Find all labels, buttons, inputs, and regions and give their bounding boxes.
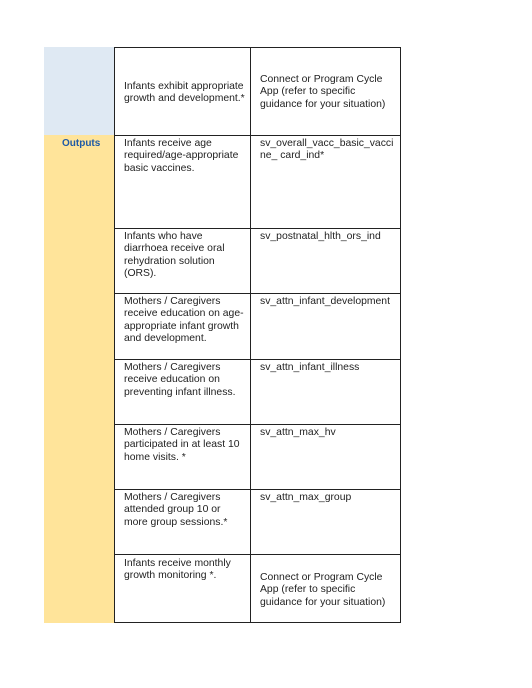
variable-text: sv_attn_max_group — [260, 492, 352, 503]
indicator-text: Infants exhibit appropriate growth and development.* — [124, 81, 245, 105]
variable-text: sv_overall_vacc_basic_vaccine_ card_ind* — [260, 138, 394, 162]
variable-cell — [250, 293, 401, 360]
variable-cell — [250, 554, 401, 623]
indicator-text: Infants receive monthly growth monitoring *. — [124, 558, 231, 582]
variable-cell — [250, 359, 401, 425]
variable-text: sv_postnatal_hlth_ors_ind — [260, 231, 381, 242]
variable-text: sv_attn_infant_illness — [260, 362, 360, 373]
section-label-outputs: Outputs — [62, 138, 101, 149]
variable-cell — [250, 228, 401, 294]
indicator-cell — [114, 47, 251, 136]
indicator-text: Infants receive age required/age-appropriate basic vaccines. — [124, 138, 239, 174]
indicator-text: Mothers / Caregivers receive education on preventing infant illness. — [124, 362, 236, 398]
label-cell-outputs — [44, 135, 114, 623]
variable-text: sv_attn_max_hv — [260, 427, 336, 438]
indicator-cell — [114, 135, 251, 229]
indicator-cell — [114, 489, 251, 555]
variable-text: Connect or Program Cycle App (refer to specific guidance for your situation) — [260, 572, 386, 608]
indicator-text: Infants who have diarrhoea receive oral rehydration solution (ORS). — [124, 231, 225, 280]
indicator-cell — [114, 424, 251, 490]
variable-text: sv_attn_infant_development — [260, 296, 390, 307]
variable-cell — [250, 135, 401, 229]
indicator-text: Mothers / Caregivers attended group 10 or more group sessions.* — [124, 492, 228, 528]
variable-cell — [250, 424, 401, 490]
variable-cell — [250, 489, 401, 555]
indicator-cell — [114, 554, 251, 623]
indicator-cell — [114, 293, 251, 360]
indicator-text: Mothers / Caregivers participated in at least 10 home visits. * — [124, 427, 240, 463]
indicator-text: Mothers / Caregivers receive education on age-appropriate infant growth and development. — [124, 296, 244, 345]
label-cell-top — [44, 47, 114, 135]
variable-text: Connect or Program Cycle App (refer to specific guidance for your situation) — [260, 74, 386, 110]
indicator-cell — [114, 228, 251, 294]
variable-cell — [250, 47, 401, 136]
indicator-cell — [114, 359, 251, 425]
